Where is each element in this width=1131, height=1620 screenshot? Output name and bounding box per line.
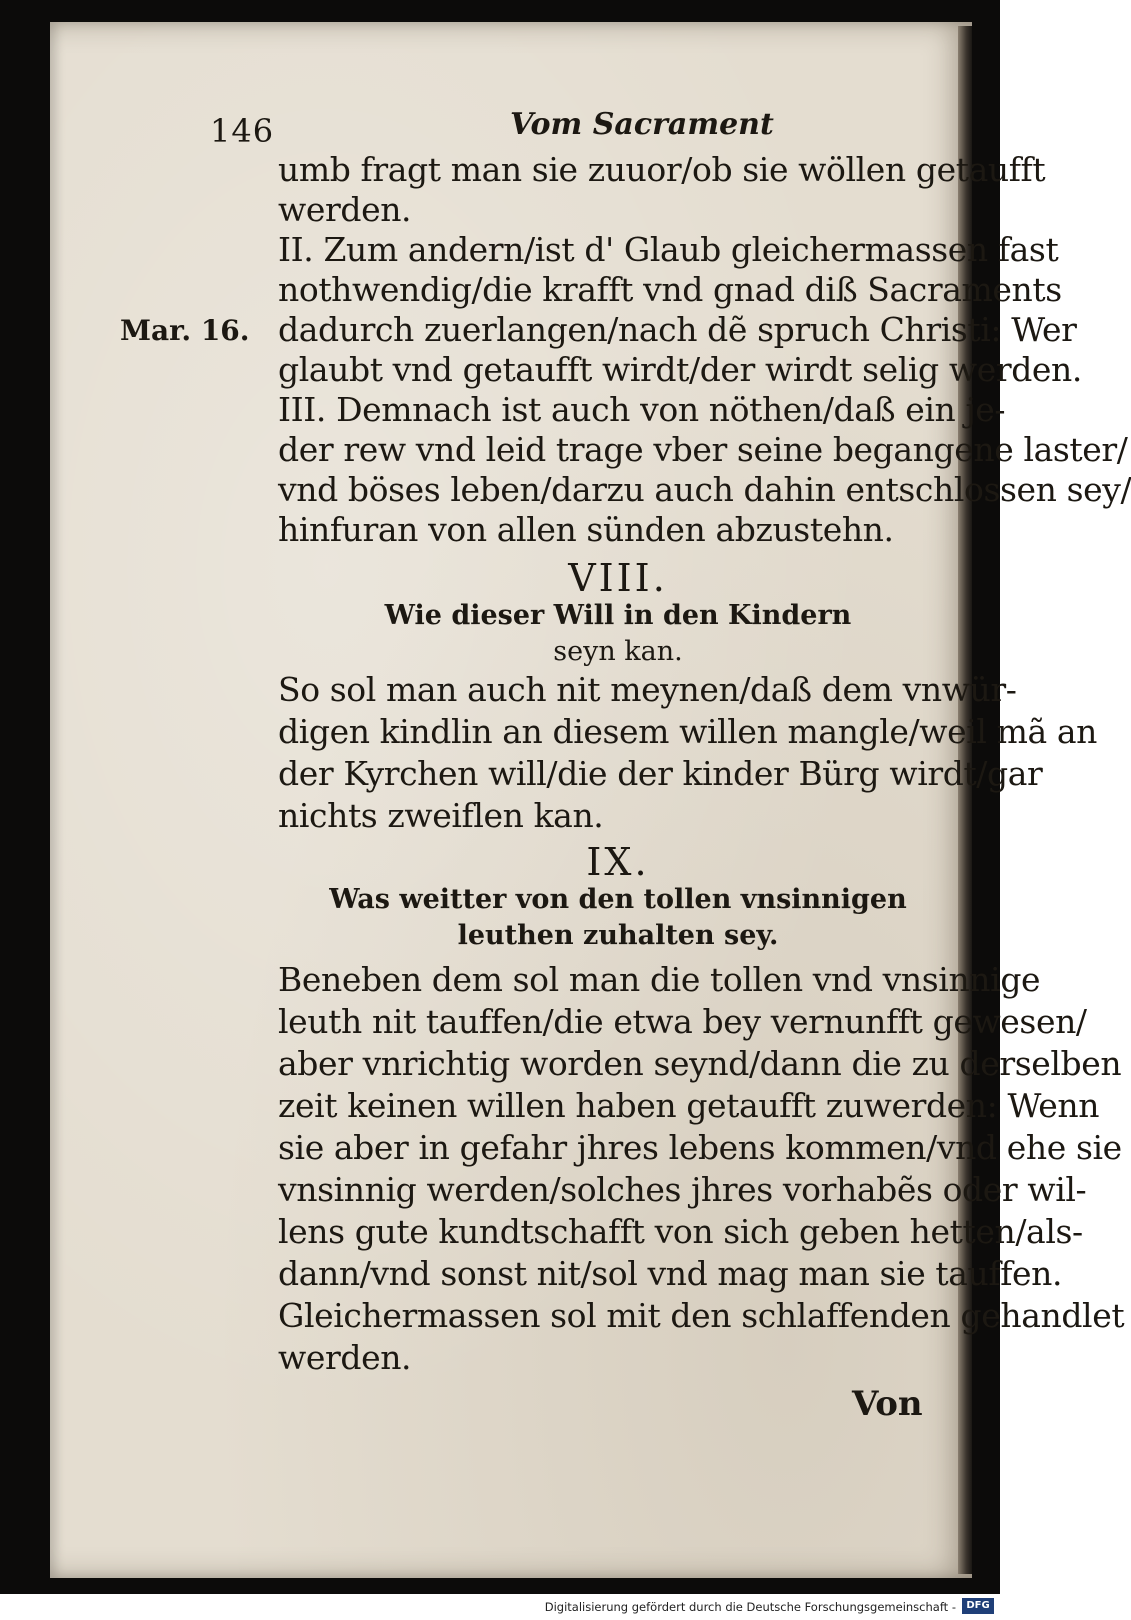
body-line: nothwendig/die krafft vnd gnad diß Sacraments [278, 270, 1062, 309]
body-line: werden. [278, 1338, 412, 1377]
running-head: Vom Sacrament [510, 107, 774, 142]
body-line: digen kindlin an diesem willen mangle/weil mã an [278, 712, 1098, 751]
body-line: vnd böses leben/darzu auch dahin entschlossen sey/ [278, 470, 1131, 509]
section-title: seyn kan. [553, 636, 683, 667]
body-line: umb fragt man sie zuuor/ob sie wöllen getaufft [278, 150, 1046, 189]
body-line: sie aber in gefahr jhres lebens kommen/vnd ehe sie [278, 1128, 1122, 1167]
marginal-note: Mar. 16. [120, 314, 250, 347]
body-line: der Kyrchen will/die der kinder Bürg wirdt/gar [278, 754, 1043, 793]
body-line: der rew vnd leid trage vber seine begangene laster/ [278, 430, 1128, 469]
section-title: leuthen zuhalten sey. [457, 920, 779, 951]
body-line: lens gute kundtschafft von sich geben hetten/als- [278, 1212, 1083, 1251]
body-line: vnsinnig werden/solches jhres vorhabẽs oder wil- [278, 1170, 1087, 1209]
body-line: zeit keinen willen haben getaufft zuwerden: Wenn [278, 1086, 1100, 1125]
catchword: Von [852, 1384, 923, 1424]
body-line: hinfuran von allen sünden abzustehn. [278, 510, 894, 549]
body-line: leuth nit tauffen/die etwa bey vernunfft gewesen/ [278, 1002, 1087, 1041]
body-line: Beneben dem sol man die tollen vnd vnsinnige [278, 960, 1041, 999]
section-number: VIII. [568, 556, 668, 600]
body-line: nichts zweiflen kan. [278, 796, 604, 835]
section-title: Was weitter von den tollen vnsinnigen [329, 884, 907, 915]
body-line: So sol man auch nit meynen/daß dem vnwür- [278, 670, 1017, 709]
body-line: glaubt vnd getaufft wirdt/der wirdt selig werden. [278, 350, 1082, 389]
body-line: aber vnrichtig worden seynd/dann die zu derselben [278, 1044, 1122, 1083]
dfg-logo-badge: DFG [962, 1598, 994, 1614]
body-line: II. Zum andern/ist d' Glaub gleichermassen fast [278, 230, 1059, 269]
section-title: Wie dieser Will in den Kindern [384, 600, 852, 631]
body-line: dadurch zuerlangen/nach dẽ spruch Christi: Wer [278, 310, 1077, 349]
digitization-credit: Digitalisierung gefördert durch die Deutsche Forschungsgemeinschaft - [544, 1600, 956, 1614]
body-line: Gleichermassen sol mit den schlaffenden gehandlet [278, 1296, 1125, 1335]
body-line: III. Demnach ist auch von nöthen/daß ein je- [278, 390, 1006, 429]
body-line: dann/vnd sonst nit/sol vnd mag man sie tauffen. [278, 1254, 1063, 1293]
page-number: 146 [210, 112, 275, 150]
body-line: werden. [278, 190, 412, 229]
section-number: IX. [586, 840, 650, 884]
